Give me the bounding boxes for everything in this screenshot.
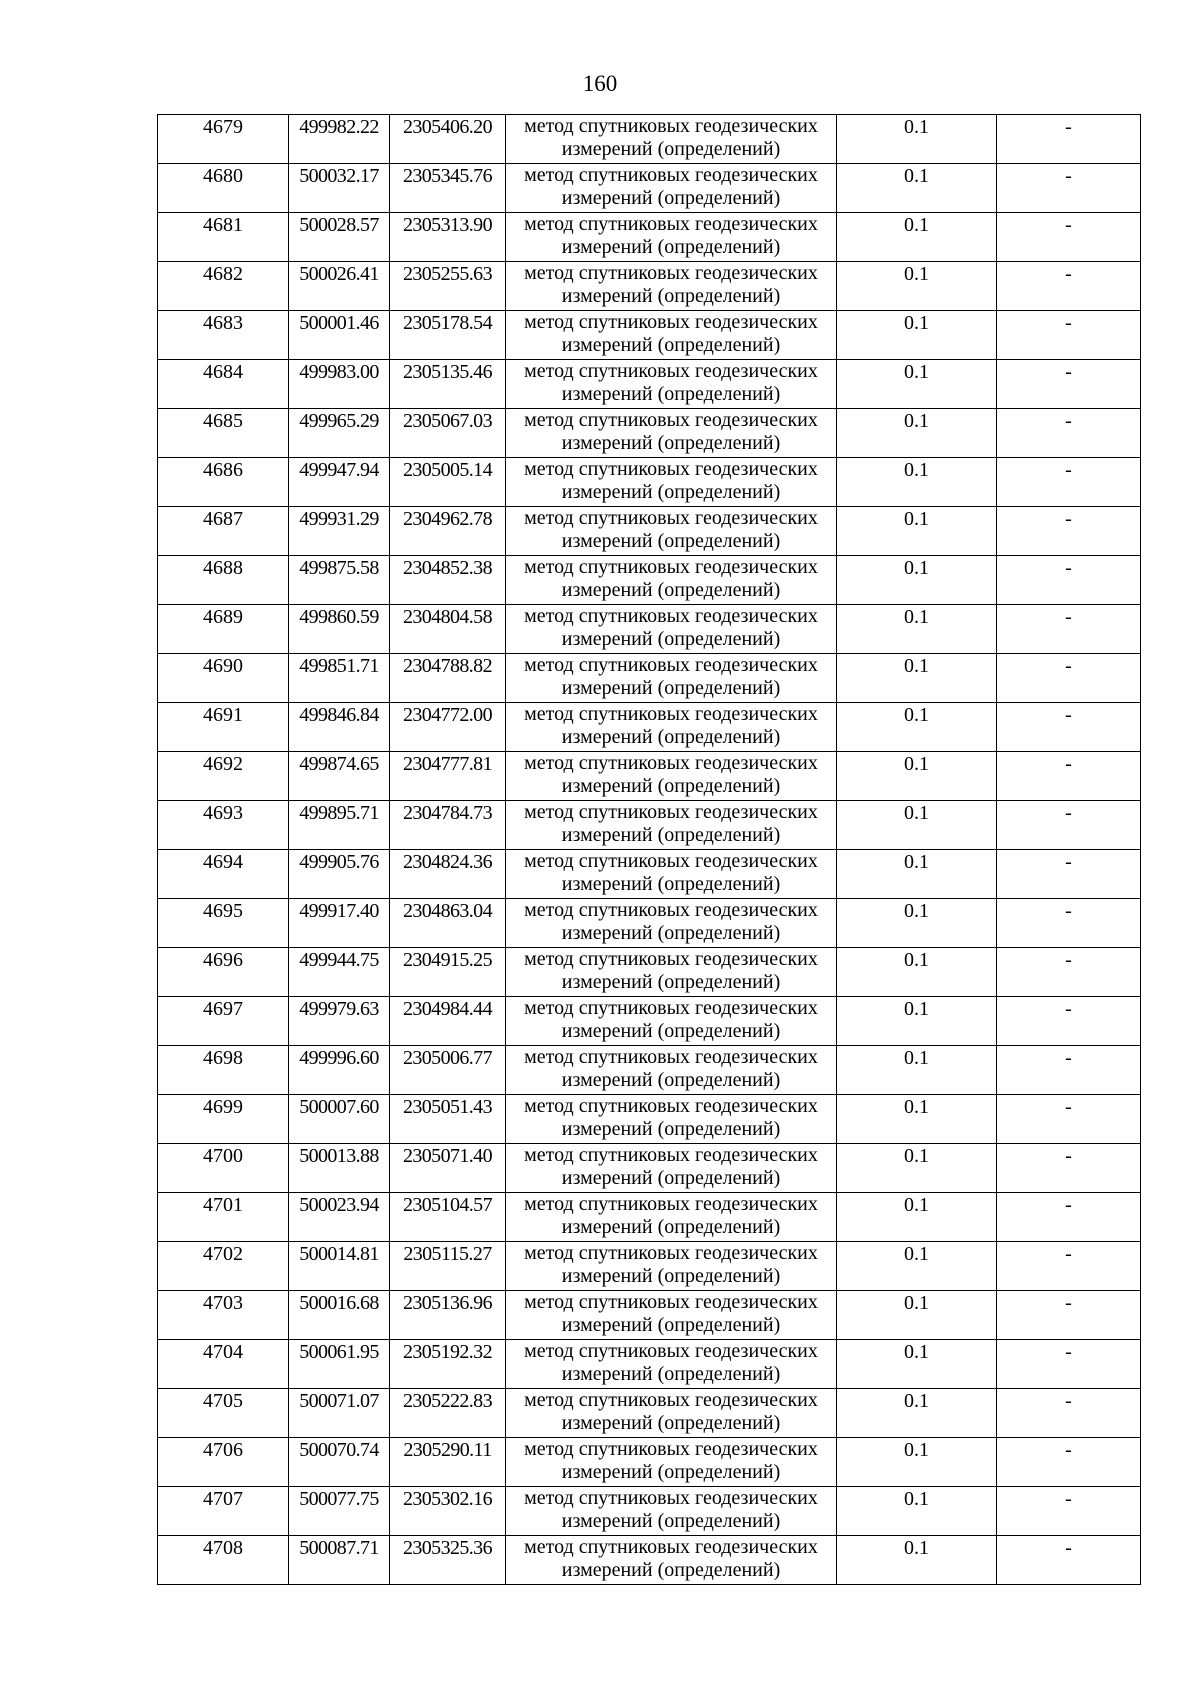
note-cell: - xyxy=(997,311,1141,360)
point-number-cell: 4684 xyxy=(158,360,289,409)
y-coordinate-cell: 2305006.77 xyxy=(390,1046,506,1095)
y-coordinate-cell: 2305104.57 xyxy=(390,1193,506,1242)
accuracy-cell: 0.1 xyxy=(837,1193,997,1242)
method-cell: метод спутниковых геодезических измерений (определений) xyxy=(506,1291,837,1340)
point-number-cell: 4680 xyxy=(158,164,289,213)
table-row xyxy=(158,1340,1141,1389)
point-number-cell: 4688 xyxy=(158,556,289,605)
x-coordinate-cell: 500061.95 xyxy=(289,1340,390,1389)
point-number-cell: 4683 xyxy=(158,311,289,360)
note-cell: - xyxy=(997,703,1141,752)
accuracy-cell: 0.1 xyxy=(837,1291,997,1340)
accuracy-cell: 0.1 xyxy=(837,1340,997,1389)
table-row xyxy=(158,899,1141,948)
table-row xyxy=(158,948,1141,997)
note-cell: - xyxy=(997,1487,1141,1536)
y-coordinate-cell: 2305313.90 xyxy=(390,213,506,262)
note-cell: - xyxy=(997,1389,1141,1438)
x-coordinate-cell: 499917.40 xyxy=(289,899,390,948)
table-row xyxy=(158,1144,1141,1193)
x-coordinate-cell: 499931.29 xyxy=(289,507,390,556)
accuracy-cell: 0.1 xyxy=(837,213,997,262)
accuracy-cell: 0.1 xyxy=(837,899,997,948)
point-number-cell: 4694 xyxy=(158,850,289,899)
method-cell: метод спутниковых геодезических измерений (определений) xyxy=(506,1242,837,1291)
x-coordinate-cell: 499983.00 xyxy=(289,360,390,409)
y-coordinate-cell: 2305136.96 xyxy=(390,1291,506,1340)
method-cell: метод спутниковых геодезических измерений (определений) xyxy=(506,605,837,654)
point-number-cell: 4695 xyxy=(158,899,289,948)
accuracy-cell: 0.1 xyxy=(837,1487,997,1536)
method-cell: метод спутниковых геодезических измерений (определений) xyxy=(506,556,837,605)
y-coordinate-cell: 2304863.04 xyxy=(390,899,506,948)
table-row xyxy=(158,1242,1141,1291)
point-number-cell: 4692 xyxy=(158,752,289,801)
note-cell: - xyxy=(997,556,1141,605)
x-coordinate-cell: 500087.71 xyxy=(289,1536,390,1585)
note-cell: - xyxy=(997,899,1141,948)
y-coordinate-cell: 2304777.81 xyxy=(390,752,506,801)
accuracy-cell: 0.1 xyxy=(837,360,997,409)
point-number-cell: 4698 xyxy=(158,1046,289,1095)
point-number-cell: 4690 xyxy=(158,654,289,703)
table-row xyxy=(158,360,1141,409)
accuracy-cell: 0.1 xyxy=(837,556,997,605)
point-number-cell: 4699 xyxy=(158,1095,289,1144)
accuracy-cell: 0.1 xyxy=(837,458,997,507)
point-number-cell: 4708 xyxy=(158,1536,289,1585)
point-number-cell: 4702 xyxy=(158,1242,289,1291)
point-number-cell: 4679 xyxy=(158,115,289,164)
method-cell: метод спутниковых геодезических измерений (определений) xyxy=(506,1046,837,1095)
note-cell: - xyxy=(997,1291,1141,1340)
y-coordinate-cell: 2305115.27 xyxy=(390,1242,506,1291)
point-number-cell: 4706 xyxy=(158,1438,289,1487)
table-row xyxy=(158,458,1141,507)
y-coordinate-cell: 2305325.36 xyxy=(390,1536,506,1585)
x-coordinate-cell: 500032.17 xyxy=(289,164,390,213)
x-coordinate-cell: 499947.94 xyxy=(289,458,390,507)
accuracy-cell: 0.1 xyxy=(837,948,997,997)
accuracy-cell: 0.1 xyxy=(837,1389,997,1438)
x-coordinate-cell: 500071.07 xyxy=(289,1389,390,1438)
note-cell: - xyxy=(997,360,1141,409)
point-number-cell: 4682 xyxy=(158,262,289,311)
table-row xyxy=(158,1095,1141,1144)
method-cell: метод спутниковых геодезических измерений (определений) xyxy=(506,801,837,850)
x-coordinate-cell: 499944.75 xyxy=(289,948,390,997)
table-row xyxy=(158,997,1141,1046)
note-cell: - xyxy=(997,1095,1141,1144)
method-cell: метод спутниковых геодезических измерений (определений) xyxy=(506,115,837,164)
y-coordinate-cell: 2305005.14 xyxy=(390,458,506,507)
accuracy-cell: 0.1 xyxy=(837,1536,997,1585)
method-cell: метод спутниковых геодезических измерений (определений) xyxy=(506,948,837,997)
table-row xyxy=(158,409,1141,458)
method-cell: метод спутниковых геодезических измерений (определений) xyxy=(506,1144,837,1193)
y-coordinate-cell: 2305406.20 xyxy=(390,115,506,164)
y-coordinate-cell: 2305178.54 xyxy=(390,311,506,360)
method-cell: метод спутниковых геодезических измерений (определений) xyxy=(506,1095,837,1144)
table-row xyxy=(158,605,1141,654)
method-cell: метод спутниковых геодезических измерений (определений) xyxy=(506,703,837,752)
y-coordinate-cell: 2304784.73 xyxy=(390,801,506,850)
x-coordinate-cell: 500026.41 xyxy=(289,262,390,311)
table-body xyxy=(158,115,1141,1585)
x-coordinate-cell: 499982.22 xyxy=(289,115,390,164)
note-cell: - xyxy=(997,752,1141,801)
point-number-cell: 4705 xyxy=(158,1389,289,1438)
accuracy-cell: 0.1 xyxy=(837,409,997,458)
method-cell: метод спутниковых геодезических измерений (определений) xyxy=(506,164,837,213)
table-row xyxy=(158,311,1141,360)
x-coordinate-cell: 500077.75 xyxy=(289,1487,390,1536)
y-coordinate-cell: 2304962.78 xyxy=(390,507,506,556)
point-number-cell: 4685 xyxy=(158,409,289,458)
note-cell: - xyxy=(997,262,1141,311)
x-coordinate-cell: 499851.71 xyxy=(289,654,390,703)
method-cell: метод спутниковых геодезических измерений (определений) xyxy=(506,1389,837,1438)
accuracy-cell: 0.1 xyxy=(837,1438,997,1487)
point-number-cell: 4700 xyxy=(158,1144,289,1193)
x-coordinate-cell: 499905.76 xyxy=(289,850,390,899)
note-cell: - xyxy=(997,164,1141,213)
note-cell: - xyxy=(997,1046,1141,1095)
method-cell: метод спутниковых геодезических измерений (определений) xyxy=(506,850,837,899)
method-cell: метод спутниковых геодезических измерений (определений) xyxy=(506,997,837,1046)
table-row xyxy=(158,1046,1141,1095)
note-cell: - xyxy=(997,654,1141,703)
accuracy-cell: 0.1 xyxy=(837,164,997,213)
point-number-cell: 4697 xyxy=(158,997,289,1046)
x-coordinate-cell: 499860.59 xyxy=(289,605,390,654)
accuracy-cell: 0.1 xyxy=(837,605,997,654)
accuracy-cell: 0.1 xyxy=(837,850,997,899)
y-coordinate-cell: 2304804.58 xyxy=(390,605,506,654)
accuracy-cell: 0.1 xyxy=(837,507,997,556)
y-coordinate-cell: 2305222.83 xyxy=(390,1389,506,1438)
table-row xyxy=(158,1291,1141,1340)
page-number: 160 xyxy=(582,71,618,96)
x-coordinate-cell: 500013.88 xyxy=(289,1144,390,1193)
method-cell: метод спутниковых геодезических измерений (определений) xyxy=(506,899,837,948)
point-number-cell: 4691 xyxy=(158,703,289,752)
x-coordinate-cell: 500070.74 xyxy=(289,1438,390,1487)
x-coordinate-cell: 499874.65 xyxy=(289,752,390,801)
method-cell: метод спутниковых геодезических измерений (определений) xyxy=(506,1340,837,1389)
x-coordinate-cell: 499965.29 xyxy=(289,409,390,458)
note-cell: - xyxy=(997,1242,1141,1291)
table-row xyxy=(158,1536,1141,1585)
x-coordinate-cell: 499875.58 xyxy=(289,556,390,605)
method-cell: метод спутниковых геодезических измерений (определений) xyxy=(506,409,837,458)
y-coordinate-cell: 2305255.63 xyxy=(390,262,506,311)
table-row xyxy=(158,654,1141,703)
y-coordinate-cell: 2304772.00 xyxy=(390,703,506,752)
point-number-cell: 4704 xyxy=(158,1340,289,1389)
note-cell: - xyxy=(997,801,1141,850)
point-number-cell: 4681 xyxy=(158,213,289,262)
y-coordinate-cell: 2305302.16 xyxy=(390,1487,506,1536)
note-cell: - xyxy=(997,605,1141,654)
accuracy-cell: 0.1 xyxy=(837,752,997,801)
accuracy-cell: 0.1 xyxy=(837,703,997,752)
table-row xyxy=(158,507,1141,556)
y-coordinate-cell: 2305290.11 xyxy=(390,1438,506,1487)
x-coordinate-cell: 500023.94 xyxy=(289,1193,390,1242)
note-cell: - xyxy=(997,1193,1141,1242)
x-coordinate-cell: 500028.57 xyxy=(289,213,390,262)
table-row xyxy=(158,556,1141,605)
accuracy-cell: 0.1 xyxy=(837,997,997,1046)
point-number-cell: 4693 xyxy=(158,801,289,850)
y-coordinate-cell: 2304915.25 xyxy=(390,948,506,997)
method-cell: метод спутниковых геодезических измерений (определений) xyxy=(506,752,837,801)
table-row xyxy=(158,703,1141,752)
method-cell: метод спутниковых геодезических измерений (определений) xyxy=(506,262,837,311)
x-coordinate-cell: 499979.63 xyxy=(289,997,390,1046)
note-cell: - xyxy=(997,948,1141,997)
x-coordinate-cell: 499895.71 xyxy=(289,801,390,850)
method-cell: метод спутниковых геодезических измерений (определений) xyxy=(506,1487,837,1536)
note-cell: - xyxy=(997,1536,1141,1585)
accuracy-cell: 0.1 xyxy=(837,1095,997,1144)
y-coordinate-cell: 2304788.82 xyxy=(390,654,506,703)
method-cell: метод спутниковых геодезических измерений (определений) xyxy=(506,458,837,507)
coordinates-table xyxy=(157,114,1141,1585)
point-number-cell: 4689 xyxy=(158,605,289,654)
note-cell: - xyxy=(997,850,1141,899)
method-cell: метод спутниковых геодезических измерений (определений) xyxy=(506,1438,837,1487)
note-cell: - xyxy=(997,1144,1141,1193)
accuracy-cell: 0.1 xyxy=(837,1046,997,1095)
note-cell: - xyxy=(997,1340,1141,1389)
x-coordinate-cell: 500001.46 xyxy=(289,311,390,360)
y-coordinate-cell: 2305071.40 xyxy=(390,1144,506,1193)
y-coordinate-cell: 2304984.44 xyxy=(390,997,506,1046)
x-coordinate-cell: 500007.60 xyxy=(289,1095,390,1144)
point-number-cell: 4696 xyxy=(158,948,289,997)
note-cell: - xyxy=(997,507,1141,556)
table-row xyxy=(158,752,1141,801)
y-coordinate-cell: 2304824.36 xyxy=(390,850,506,899)
accuracy-cell: 0.1 xyxy=(837,654,997,703)
method-cell: метод спутниковых геодезических измерений (определений) xyxy=(506,360,837,409)
y-coordinate-cell: 2305135.46 xyxy=(390,360,506,409)
table-row xyxy=(158,164,1141,213)
point-number-cell: 4701 xyxy=(158,1193,289,1242)
accuracy-cell: 0.1 xyxy=(837,311,997,360)
table-row xyxy=(158,262,1141,311)
accuracy-cell: 0.1 xyxy=(837,1242,997,1291)
method-cell: метод спутниковых геодезических измерений (определений) xyxy=(506,1536,837,1585)
note-cell: - xyxy=(997,997,1141,1046)
note-cell: - xyxy=(997,458,1141,507)
y-coordinate-cell: 2305345.76 xyxy=(390,164,506,213)
method-cell: метод спутниковых геодезических измерений (определений) xyxy=(506,507,837,556)
note-cell: - xyxy=(997,115,1141,164)
accuracy-cell: 0.1 xyxy=(837,801,997,850)
point-number-cell: 4703 xyxy=(158,1291,289,1340)
table-row xyxy=(158,1487,1141,1536)
y-coordinate-cell: 2305051.43 xyxy=(390,1095,506,1144)
accuracy-cell: 0.1 xyxy=(837,262,997,311)
x-coordinate-cell: 500014.81 xyxy=(289,1242,390,1291)
accuracy-cell: 0.1 xyxy=(837,1144,997,1193)
point-number-cell: 4686 xyxy=(158,458,289,507)
method-cell: метод спутниковых геодезических измерений (определений) xyxy=(506,213,837,262)
point-number-cell: 4687 xyxy=(158,507,289,556)
x-coordinate-cell: 499846.84 xyxy=(289,703,390,752)
table-row xyxy=(158,1438,1141,1487)
note-cell: - xyxy=(997,1438,1141,1487)
table-row xyxy=(158,1193,1141,1242)
accuracy-cell: 0.1 xyxy=(837,115,997,164)
table-row xyxy=(158,850,1141,899)
y-coordinate-cell: 2305192.32 xyxy=(390,1340,506,1389)
method-cell: метод спутниковых геодезических измерений (определений) xyxy=(506,1193,837,1242)
x-coordinate-cell: 499996.60 xyxy=(289,1046,390,1095)
method-cell: метод спутниковых геодезических измерений (определений) xyxy=(506,654,837,703)
x-coordinate-cell: 500016.68 xyxy=(289,1291,390,1340)
table-row xyxy=(158,1389,1141,1438)
note-cell: - xyxy=(997,213,1141,262)
table-row xyxy=(158,213,1141,262)
point-number-cell: 4707 xyxy=(158,1487,289,1536)
table-row xyxy=(158,801,1141,850)
y-coordinate-cell: 2305067.03 xyxy=(390,409,506,458)
note-cell: - xyxy=(997,409,1141,458)
table-row xyxy=(158,115,1141,164)
y-coordinate-cell: 2304852.38 xyxy=(390,556,506,605)
method-cell: метод спутниковых геодезических измерений (определений) xyxy=(506,311,837,360)
